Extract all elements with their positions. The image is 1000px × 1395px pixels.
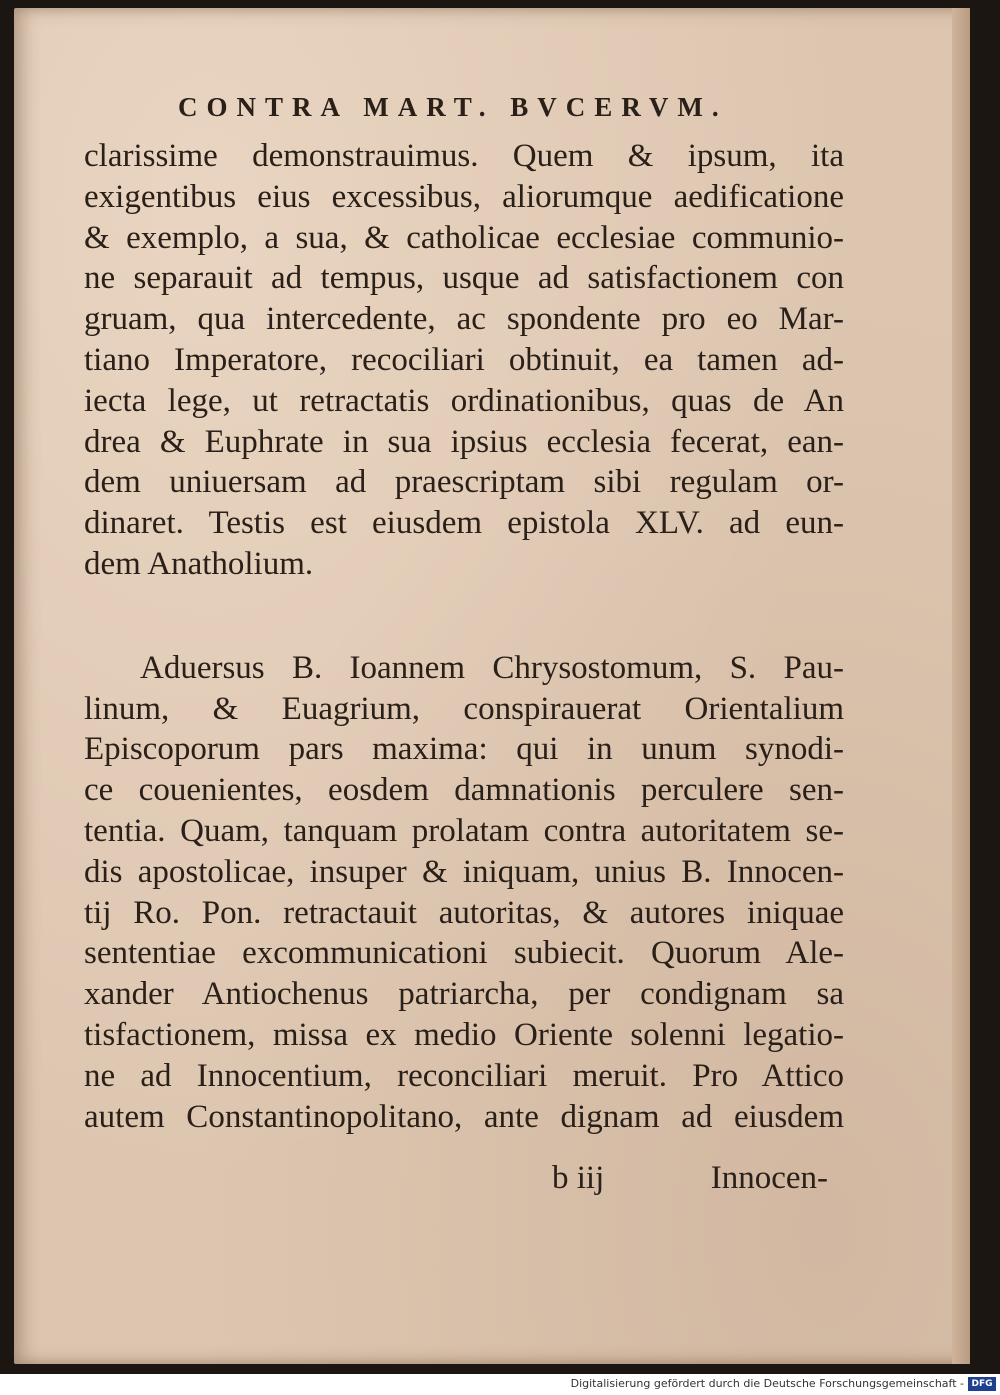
text-line: dem Anatholium. [84,545,314,582]
paragraph-gap [84,585,844,648]
paragraph-2 [84,648,844,1138]
text-line: gruam, qua intercedente, ac spondente pro eo Mar- [84,301,844,338]
text-line: Aduersus B. Ioannem Chrysostomum, S. Pau- [140,649,844,686]
credit-bar [0,1374,1000,1395]
text-line: dinaret. Testis est eiusdem epistola XLV. ad eun- [84,505,844,542]
text-line: & exemplo, a sua, & catholicae ecclesiae communio- [84,219,844,256]
signature-mark: b iij [552,1160,605,1196]
text-line: sententiae excommunicationi subiecit. Quorum Ale- [84,935,844,972]
text-line: autem Constantinopolitano, ante dignam ad eiusdem [84,1098,844,1135]
text-line: tentia. Quam, tanquam prolatam contra autoritatem se- [84,812,844,849]
page-footer [84,1160,828,1204]
text-line: exigentibus eius excessibus, aliorumque aedificatione [84,178,844,215]
running-head: CONTRA MART. BVCERVM. [178,92,728,122]
text-line: linum, & Euagrium, conspirauerat Orientalium [84,690,844,727]
funding-credit: Digitalisierung gefördert durch die Deutsche Forschungsgemeinschaft - [570,1377,964,1390]
text-line: ne separauit ad tempus, usque ad satisfactionem con [84,260,844,297]
page-edge [952,8,970,1364]
paragraph-1 [84,136,844,585]
text-line: ne ad Innocentium, reconciliari meruit. Pro Attico [84,1057,844,1094]
text-line: Episcoporum pars maxima: qui in unum synodi- [84,731,844,768]
text-line: tiano Imperatore, recociliari obtinuit, ea tamen ad- [84,341,844,378]
text-line: dem uniuersam ad praescriptam sibi regulam or- [84,464,844,501]
catchword: Innocen- [710,1160,828,1196]
text-line: dis apostolicae, insuper & iniquam, unius B. Innocen- [84,853,844,890]
dfg-logo-icon: DFG [968,1377,996,1391]
text-line: tisfactionem, missa ex medio Oriente solenni legatio- [84,1016,844,1053]
text-line: iecta lege, ut retractatis ordinationibus, quas de An [84,382,844,419]
text-line: ce couenientes, eosdem damnationis perculere sen- [84,772,844,809]
book-page [14,8,970,1364]
text-line: xander Antiochenus patriarcha, per condignam sa [84,976,844,1013]
text-block [84,136,844,1137]
text-line: tij Ro. Pon. retractauit autoritas, & autores iniquae [84,894,844,931]
text-line: clarissime demonstrauimus. Quem & ipsum, ita [84,138,844,174]
text-line: drea & Euphrate in sua ipsius ecclesia fecerat, ean- [84,423,844,460]
